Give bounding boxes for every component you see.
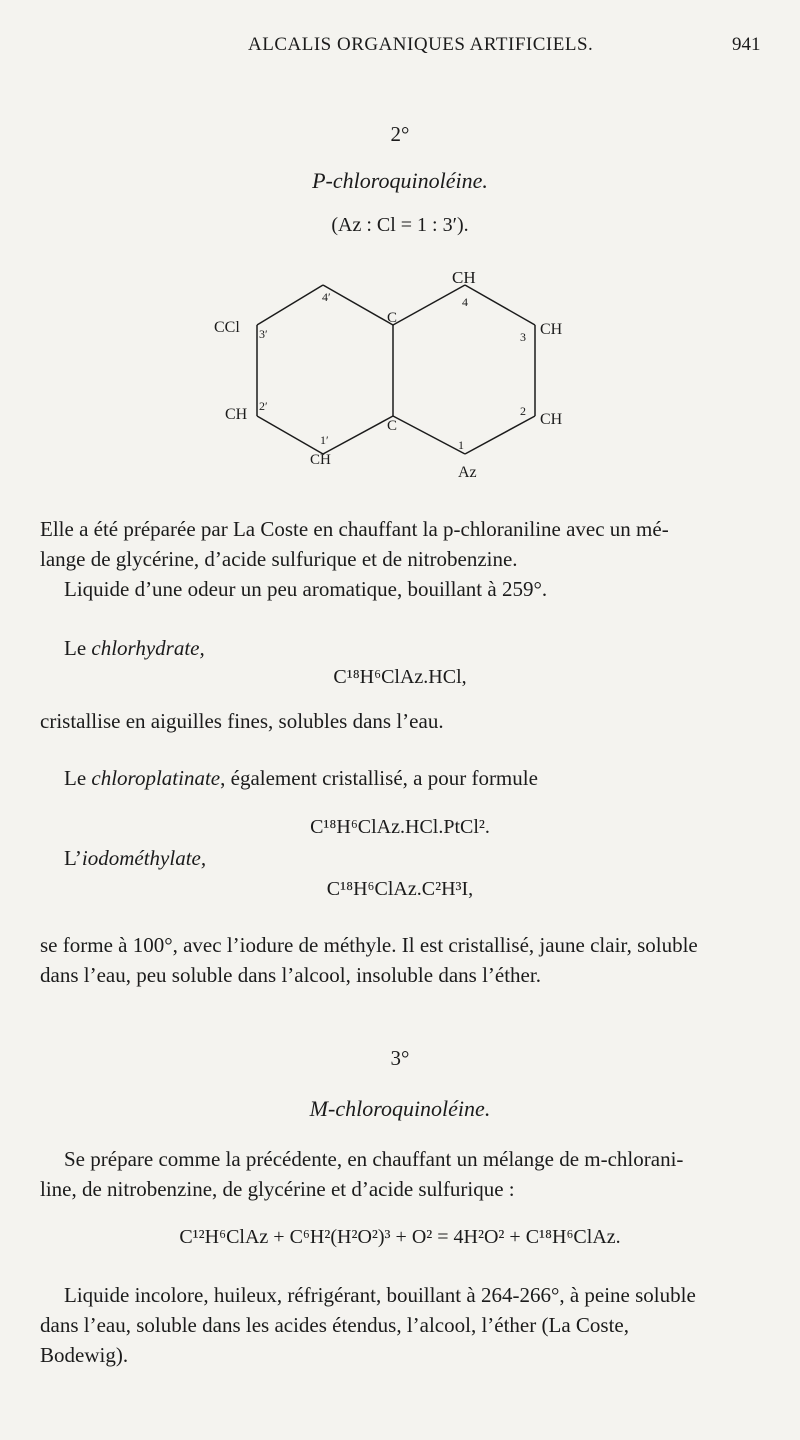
text-line: Elle a été préparée par La Coste en chauffant la p-chloraniline avec un mé- <box>40 517 669 541</box>
left-top-num: 3′ <box>259 327 268 341</box>
text-line: Se prépare comme la précédente, en chauffant un mélange de m-chlorani- <box>64 1147 684 1171</box>
left-bottom-group: CH <box>225 406 248 423</box>
chloroplatinate-intro <box>64 766 538 791</box>
chlorhydrate-intro <box>64 636 205 661</box>
position-note: (Az : Cl = 1 : 3′). <box>331 214 469 236</box>
intro-term: chloroplatinate <box>91 766 221 790</box>
section-number: 2° <box>390 122 410 146</box>
paragraph-preparation <box>40 514 770 604</box>
text-line: se forme à 100°, avec l’iodure de méthyle. Il est cristallisé, jaune clair, soluble <box>40 933 698 957</box>
iodomethylate-desc <box>40 930 770 990</box>
intro-prefix: Le <box>64 636 92 660</box>
intro-suffix: , également cristallisé, a pour formule <box>220 766 538 790</box>
text-line: lange de glycérine, d’acide sulfurique et de nitrobenzine. <box>40 547 518 571</box>
right-top-num: 3 <box>520 330 526 344</box>
reaction-equation: C¹²H⁶ClAz + C⁶H²(H²O²)³ + O² = 4H²O² + C¹⁸H⁶ClAz. <box>179 1226 621 1248</box>
iodomethylate-formula: C¹⁸H⁶ClAz.C²H³I, <box>326 878 474 900</box>
center-top-c: C <box>387 310 398 326</box>
iodomethylate-intro <box>64 846 206 871</box>
bottom-left-num: 1′ <box>320 433 329 447</box>
section-number: 3° <box>390 1046 410 1070</box>
intro-term: chlorhydrate, <box>91 636 205 660</box>
text-line: Liquide d’une odeur un peu aromatique, bouillant à 259°. <box>64 577 548 601</box>
section-title: M-chloroquinoléine. <box>309 1096 491 1121</box>
paragraph-preparation-m <box>40 1144 770 1204</box>
left-bottom-num: 2′ <box>259 399 268 413</box>
text-line: dans l’eau, peu soluble dans l’alcool, insoluble dans l’éther. <box>40 963 541 987</box>
intro-prefix: Le <box>64 766 92 790</box>
page-header <box>0 34 800 64</box>
text-line: Liquide incolore, huileux, réfrigérant, bouillant à 264-266°, à peine soluble <box>64 1283 696 1307</box>
intro-prefix: L’ <box>64 846 82 870</box>
quinoline-structure-diagram <box>200 268 580 488</box>
intro-term: iodométhylate, <box>81 846 207 870</box>
chlorhydrate-desc: cristallise en aiguilles fines, solubles dans l’eau. <box>40 709 444 733</box>
text-line: dans l’eau, soluble dans les acides étendus, l’alcool, l’éther (La Coste, <box>40 1313 629 1337</box>
paragraph-properties-m <box>40 1280 770 1370</box>
top-ch-label: CH <box>452 268 476 287</box>
running-head: ALCALIS ORGANIQUES ARTIFICIELS. <box>248 34 594 55</box>
text-line: line, de nitrobenzine, de glycérine et d’acide sulfurique : <box>40 1177 515 1201</box>
bottom-right-group: Az <box>458 464 477 481</box>
chloroplatinate-formula: C¹⁸H⁶ClAz.HCl.PtCl². <box>310 816 490 838</box>
right-bottom-group: CH <box>540 411 563 428</box>
top-num: 4 <box>462 295 468 309</box>
section-title: P-chloroquinoléine. <box>312 168 488 193</box>
page-number: 941 <box>732 34 761 55</box>
top-left-num: 4′ <box>322 290 331 304</box>
left-top-group: CCl <box>214 319 240 336</box>
bottom-right-num: 1 <box>458 438 464 452</box>
bottom-left-group: CH <box>310 452 331 468</box>
text-line: Bodewig). <box>40 1343 129 1367</box>
right-top-group: CH <box>540 321 563 338</box>
right-bottom-num: 2 <box>520 404 526 418</box>
center-bottom-c: C <box>387 418 398 434</box>
chlorhydrate-formula: C¹⁸H⁶ClAz.HCl, <box>333 666 467 688</box>
